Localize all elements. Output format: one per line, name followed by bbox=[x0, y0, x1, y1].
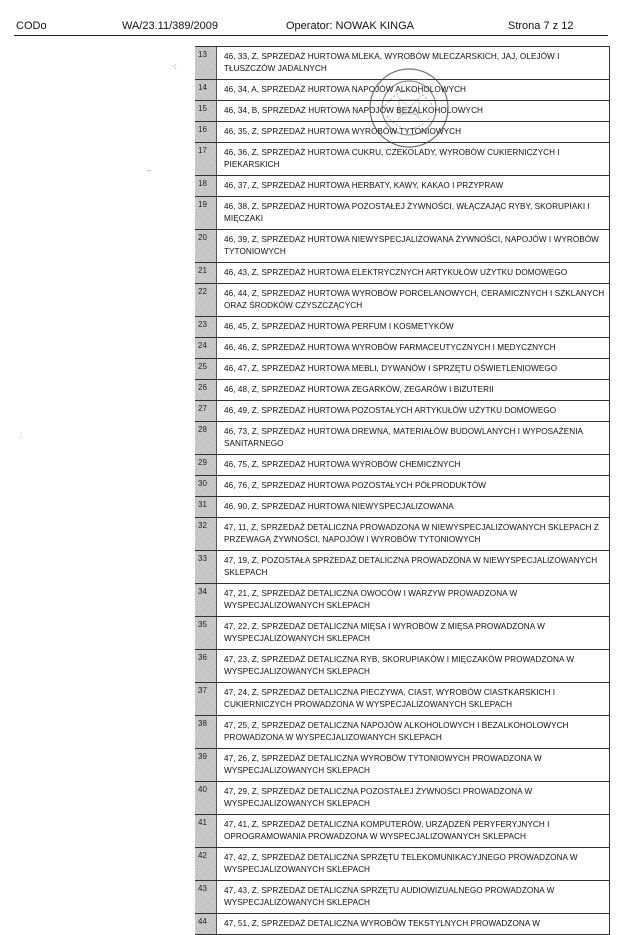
activity-description: 46, 35, Z, SPRZEDAŻ HURTOWA WYROBÓW TYTONIOWYCH bbox=[224, 127, 462, 136]
activity-description: 46, 46, Z, SPRZEDAŻ HURTOWA WYROBÓW FARMACEUTYCZNYCH I MEDYCZNYCH bbox=[224, 343, 556, 352]
row-number: 41 bbox=[195, 815, 217, 847]
row-number: 32 bbox=[195, 518, 217, 550]
row-number: 29 bbox=[195, 455, 217, 475]
activity-description: 47, 43, Z, SPRZEDAŻ DETALICZNA SPRZĘTU AUDIOWIZUALNEGO PROWADZONA W WYSPECJALIZOWANYCH SKLEPACH bbox=[224, 886, 555, 907]
row-number: 31 bbox=[195, 497, 217, 517]
table-row bbox=[195, 380, 609, 401]
header-reference-number: WA/23.11/389/2009 bbox=[122, 20, 219, 32]
table-row bbox=[195, 422, 609, 455]
activity-description: 47, 51, Z, SPRZEDAŻ DETALICZNA WYROBÓW TEKSTYLNYCH PROWADZONA W bbox=[224, 919, 540, 928]
activity-description: 46, 47, Z, SPRZEDAŻ HURTOWA MEBLI, DYWANÓW I SPRZĘTU OŚWIETLENIOWEGO bbox=[224, 364, 558, 373]
table-row bbox=[195, 338, 609, 359]
table-row bbox=[195, 497, 609, 518]
table-row bbox=[195, 782, 609, 815]
activity-description: 47, 21, Z, SPRZEDAŻ DETALICZNA OWOCÓW I WARZYW PROWADZONA W WYSPECJALIZOWANYCH SKLEPACH bbox=[224, 589, 518, 610]
table-row bbox=[195, 80, 609, 101]
activity-description: 46, 38, Z, SPRZEDAŻ HURTOWA POZOSTAŁEJ ŻYWNOŚCI, WŁĄCZAJĄC RYBY, SKORUPIAKI I MIĘCZAKI bbox=[224, 202, 590, 223]
row-number: 33 bbox=[195, 551, 217, 583]
activity-description: 46, 73, Z, SPRZEDAŻ HURTOWA DREWNA, MATERIAŁÓW BUDOWLANYCH I WYPOSAŻENIA SANITARNEGO bbox=[224, 427, 583, 448]
activity-description: 47, 41, Z, SPRZEDAŻ DETALICZNA KOMPUTERÓW, URZĄDZEŃ PERYFERYJNYCH I OPROGRAMOWANIA PROWADZONA W WYSPECJALIZOWANYCH SKLEPACH bbox=[224, 820, 550, 841]
row-number: 38 bbox=[195, 716, 217, 748]
row-number: 37 bbox=[195, 683, 217, 715]
activity-description: 47, 22, Z, SPRZEDAŻ DETALICZNA MIĘSA I WYROBÓW Z MIĘSA PROWADZONA W WYSPECJALIZOWANYCH SKLEPACH bbox=[224, 622, 545, 643]
row-number: 34 bbox=[195, 584, 217, 616]
table-row bbox=[195, 143, 609, 176]
row-number: 44 bbox=[195, 914, 217, 934]
activity-description: 46, 49, Z, SPRZEDAŻ HURTOWA POZOSTAŁYCH ARTYKUŁÓW UŻYTKU DOMOWEGO bbox=[224, 406, 557, 415]
table-row bbox=[195, 263, 609, 284]
table-row bbox=[195, 749, 609, 782]
activity-description: 47, 25, Z, SPRZEDAŻ DETALICZNA NAPOJÓW ALKOHOLOWYCH I BEZALKOHOLOWYCH PROWADZONA W WYSPECJALIZOWANYCH SKLEPACH bbox=[224, 721, 569, 742]
pkd-activity-table bbox=[195, 46, 610, 935]
page-header bbox=[14, 19, 608, 36]
row-number: 22 bbox=[195, 284, 217, 316]
row-number: 21 bbox=[195, 263, 217, 283]
table-row bbox=[195, 914, 609, 935]
table-row bbox=[195, 230, 609, 263]
activity-description: 47, 26, Z, SPRZEDAŻ DETALICZNA WYROBÓW TYTONIOWYCH PROWADZONA W WYSPECJALIZOWANYCH SKLEPACH bbox=[224, 754, 542, 775]
activity-description: 46, 45, Z, SPRZEDAŻ HURTOWA PERFUM I KOSMETYKÓW bbox=[224, 322, 454, 331]
activity-description: 46, 34, B, SPRZEDAŻ HURTOWA NAPOJÓW BEZALKOHOLOWYCH bbox=[224, 106, 483, 115]
activity-description: 47, 11, Z, SPRZEDAŻ DETALICZNA PROWADZONA W NIEWYSPECJALIZOWANYCH SKLEPACH Z PRZEWAGĄ ŻYWNOŚCI, NAPOJÓW I WYROBÓW TYTONIOWYCH bbox=[224, 523, 599, 544]
header-operator: Operator: NOWAK KINGA bbox=[286, 20, 414, 32]
row-number: 28 bbox=[195, 422, 217, 454]
row-number: 42 bbox=[195, 848, 217, 880]
row-number: 16 bbox=[195, 122, 217, 142]
row-number: 26 bbox=[195, 380, 217, 400]
activity-description: 46, 90, Z, SPRZEDAŻ HURTOWA NIEWYSPECJALIZOWANA bbox=[224, 502, 454, 511]
activity-description: 47, 42, Z, SPRZEDAŻ DETALICZNA SPRZĘTU TELEKOMUNIKACYJNEGO PROWADZONA W WYSPECJALIZOWANYCH SKLEPACH bbox=[224, 853, 578, 874]
activity-description: 47, 29, Z, SPRZEDAŻ DETALICZNA POZOSTAŁEJ ŻYWNOŚCI PROWADZONA W WYSPECJALIZOWANYCH SKLEPACH bbox=[224, 787, 533, 808]
activity-description: 46, 34, A, SPRZEDAŻ HURTOWA NAPOJÓW ALKOHOLOWYCH bbox=[224, 85, 467, 94]
activity-description: 47, 19, Z, POZOSTAŁA SPRZEDAŻ DETALICZNA PROWADZONA W NIEWYSPECJALIZOWANYCH SKLEPACH bbox=[224, 556, 598, 577]
table-row bbox=[195, 617, 609, 650]
table-row bbox=[195, 47, 609, 80]
activity-description: 46, 75, Z, SPRZEDAŻ HURTOWA WYROBÓW CHEMICZNYCH bbox=[224, 460, 461, 469]
table-row bbox=[195, 650, 609, 683]
activity-description: 46, 37, Z, SPRZEDAŻ HURTOWA HERBATY, KAWY, KAKAO I PRZYPRAW bbox=[224, 181, 504, 190]
activity-description: 47, 24, Z, SPRZEDAŻ DETALICZNA PIECZYWA, CIAST, WYROBÓW CIASTKARSKICH I CUKIERNICZYCH PROWADZONA W WYSPECJALIZOWANYCH SKLEPACH bbox=[224, 688, 556, 709]
scan-speck: ·: bbox=[172, 62, 177, 71]
table-row bbox=[195, 848, 609, 881]
table-row bbox=[195, 122, 609, 143]
row-number: 23 bbox=[195, 317, 217, 337]
row-number: 24 bbox=[195, 338, 217, 358]
row-number: 13 bbox=[195, 47, 217, 79]
table-row bbox=[195, 815, 609, 848]
table-row bbox=[195, 455, 609, 476]
row-number: 20 bbox=[195, 230, 217, 262]
activity-description: 46, 43, Z, SPRZEDAŻ HURTOWA ELEKTRYCZNYCH ARTYKUŁÓW UŻYTKU DOMOWEGO bbox=[224, 268, 568, 277]
table-row bbox=[195, 176, 609, 197]
table-row bbox=[195, 584, 609, 617]
scan-speck: ·- bbox=[146, 166, 152, 175]
row-number: 35 bbox=[195, 617, 217, 649]
row-number: 43 bbox=[195, 881, 217, 913]
table-row bbox=[195, 881, 609, 914]
row-number: 30 bbox=[195, 476, 217, 496]
table-row bbox=[195, 683, 609, 716]
row-number: 15 bbox=[195, 101, 217, 121]
row-number: 27 bbox=[195, 401, 217, 421]
row-number: 19 bbox=[195, 197, 217, 229]
row-number: 36 bbox=[195, 650, 217, 682]
activity-description: 46, 48, Z, SPRZEDAŻ HURTOWA ZEGARKÓW, ZEGARÓW I BIŻUTERII bbox=[224, 385, 494, 394]
header-page-number: Strona 7 z 12 bbox=[508, 20, 574, 32]
row-number: 14 bbox=[195, 80, 217, 100]
table-row bbox=[195, 716, 609, 749]
table-row bbox=[195, 401, 609, 422]
activity-description: 46, 36, Z, SPRZEDAŻ HURTOWA CUKRU, CZEKOLADY, WYROBÓW CUKIERNICZYCH I PIEKARSKICH bbox=[224, 148, 560, 169]
table-row bbox=[195, 359, 609, 380]
activity-description: 46, 76, Z, SPRZEDAŻ HURTOWA POZOSTAŁYCH PÓŁPRODUKTÓW bbox=[224, 481, 487, 490]
table-row bbox=[195, 518, 609, 551]
row-number: 40 bbox=[195, 782, 217, 814]
activity-description: 46, 39, Z, SPRZEDAŻ HURTOWA NIEWYSPECJALIZOWANA ŻYWNOŚCI, NAPOJÓW I WYROBÓW TYTONIOWYCH bbox=[224, 235, 599, 256]
row-number: 25 bbox=[195, 359, 217, 379]
row-number: 17 bbox=[195, 143, 217, 175]
table-row bbox=[195, 101, 609, 122]
header-form-code: CODo bbox=[16, 20, 47, 32]
table-row bbox=[195, 476, 609, 497]
table-row bbox=[195, 197, 609, 230]
table-row bbox=[195, 317, 609, 338]
scan-speck: : bbox=[20, 430, 23, 439]
table-row bbox=[195, 551, 609, 584]
activity-description: 46, 44, Z, SPRZEDAŻ HURTOWA WYROBÓW PORCELANOWYCH, CERAMICZNYCH I SZKLANYCH ORAZ ŚRODKÓW CZYSZCZĄCYCH bbox=[224, 289, 605, 310]
row-number: 18 bbox=[195, 176, 217, 196]
activity-description: 46, 33, Z, SPRZEDAŻ HURTOWA MLEKA, WYROBÓW MLECZARSKICH, JAJ, OLEJÓW I TŁUSZCZÓW JADALNYCH bbox=[224, 52, 560, 73]
row-number: 39 bbox=[195, 749, 217, 781]
activity-description: 47, 23, Z, SPRZEDAŻ DETALICZNA RYB, SKORUPIAKÓW I MIĘCZAKÓW PROWADZONA W WYSPECJALIZOWANYCH SKLEPACH bbox=[224, 655, 575, 676]
table-row bbox=[195, 284, 609, 317]
